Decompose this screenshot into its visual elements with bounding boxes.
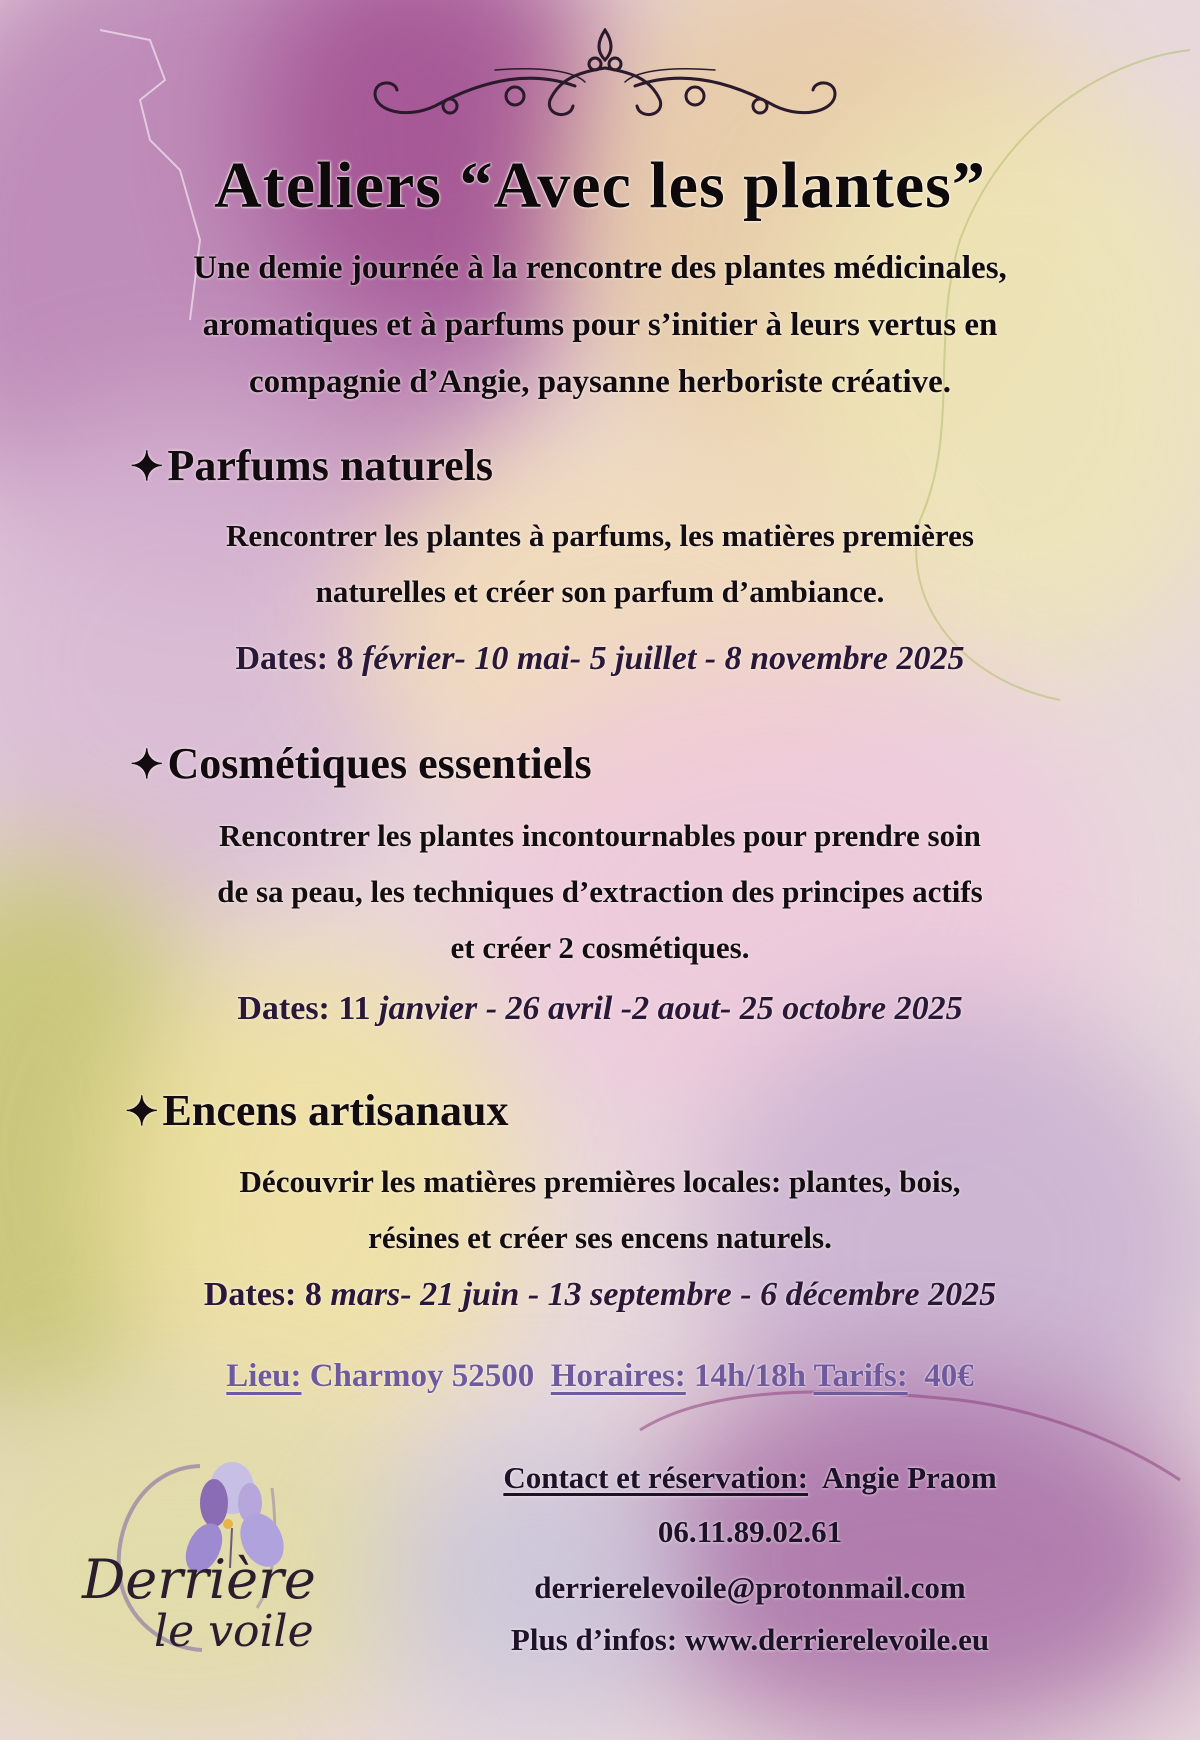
four-point-star-icon: ✦ <box>130 742 164 787</box>
section-dates-parfums <box>20 640 1180 678</box>
practical-info-line <box>0 1358 1200 1395</box>
section-title-text: Encens artisanaux <box>162 1086 509 1135</box>
section-title-encens <box>125 1085 508 1136</box>
description-line: Rencontrer les plantes incontournables pour prendre soin <box>219 818 981 853</box>
section-title-text: Parfums naturels <box>167 441 494 490</box>
section-description-parfums <box>40 508 1160 620</box>
derriere-le-voile-logo <box>82 1458 316 1658</box>
intro-line: aromatiques et à parfums pour s’initier à leurs vertus en <box>202 307 998 343</box>
section-title-text: Cosmétiques essentiels <box>167 739 592 788</box>
more-info-label: Plus d’infos: <box>510 1622 685 1657</box>
contact-line <box>400 1460 1100 1496</box>
poster-title: Ateliers “Avec les plantes” <box>214 149 986 222</box>
description-line: naturelles et créer son parfum d’ambiance. <box>315 574 885 609</box>
dates-label: Dates: 11 <box>237 990 380 1027</box>
intro-line: compagnie d’Angie, paysanne herboriste créative. <box>248 364 952 400</box>
logo-text-line1: Derrière <box>82 1548 316 1611</box>
dates-label: Dates: 8 <box>235 640 363 677</box>
contact-phone[interactable]: 06.11.89.02.61 <box>657 1514 843 1549</box>
dates-value: février- 10 mai- 5 juillet - 8 novembre 2025 <box>362 640 965 677</box>
section-dates-encens <box>20 1276 1180 1314</box>
section-dates-cosmetiques <box>20 990 1180 1028</box>
dates-value: janvier - 26 avril -2 aout- 25 octobre 2025 <box>379 990 963 1027</box>
more-info-line <box>400 1622 1100 1658</box>
dates-label: Dates: 8 <box>203 1276 331 1313</box>
description-line: et créer 2 cosmétiques. <box>450 930 750 965</box>
intro-line: Une demie journée à la rencontre des plantes médicinales, <box>193 250 1007 286</box>
hours-value: 14h/18h <box>685 1358 814 1394</box>
section-title-cosmetiques <box>130 738 592 789</box>
intro-paragraph <box>40 240 1160 411</box>
price-label: Tarifs: <box>813 1358 908 1394</box>
description-line: de sa peau, les techniques d’extraction des principes actifs <box>217 874 983 909</box>
location-value: Charmoy 52500 <box>301 1358 551 1394</box>
location-label: Lieu: <box>226 1358 302 1394</box>
section-title-parfums <box>130 440 493 491</box>
contact-email[interactable]: derrierelevoile@protonmail.com <box>534 1570 966 1605</box>
description-line: Découvrir les matières premières locales: plantes, bois, <box>239 1164 961 1199</box>
four-point-star-icon: ✦ <box>130 444 164 489</box>
website-link[interactable]: www.derrierelevoile.eu <box>684 1622 990 1657</box>
contact-name: Angie Praom <box>808 1460 997 1495</box>
description-line: résines et créer ses encens naturels. <box>368 1220 832 1255</box>
contact-label: Contact et réservation: <box>503 1460 809 1495</box>
four-point-star-icon: ✦ <box>125 1089 159 1134</box>
flourish-ornament-icon <box>345 28 865 123</box>
dates-value: mars- 21 juin - 13 septembre - 6 décembre 2025 <box>330 1276 997 1313</box>
section-description-cosmetiques <box>40 808 1160 976</box>
price-value: 40€ <box>907 1358 974 1394</box>
hours-label: Horaires: <box>550 1358 686 1394</box>
section-description-encens <box>40 1154 1160 1266</box>
logo-text-line2: le voile <box>154 1606 314 1657</box>
description-line: Rencontrer les plantes à parfums, les matières premières <box>226 518 974 553</box>
